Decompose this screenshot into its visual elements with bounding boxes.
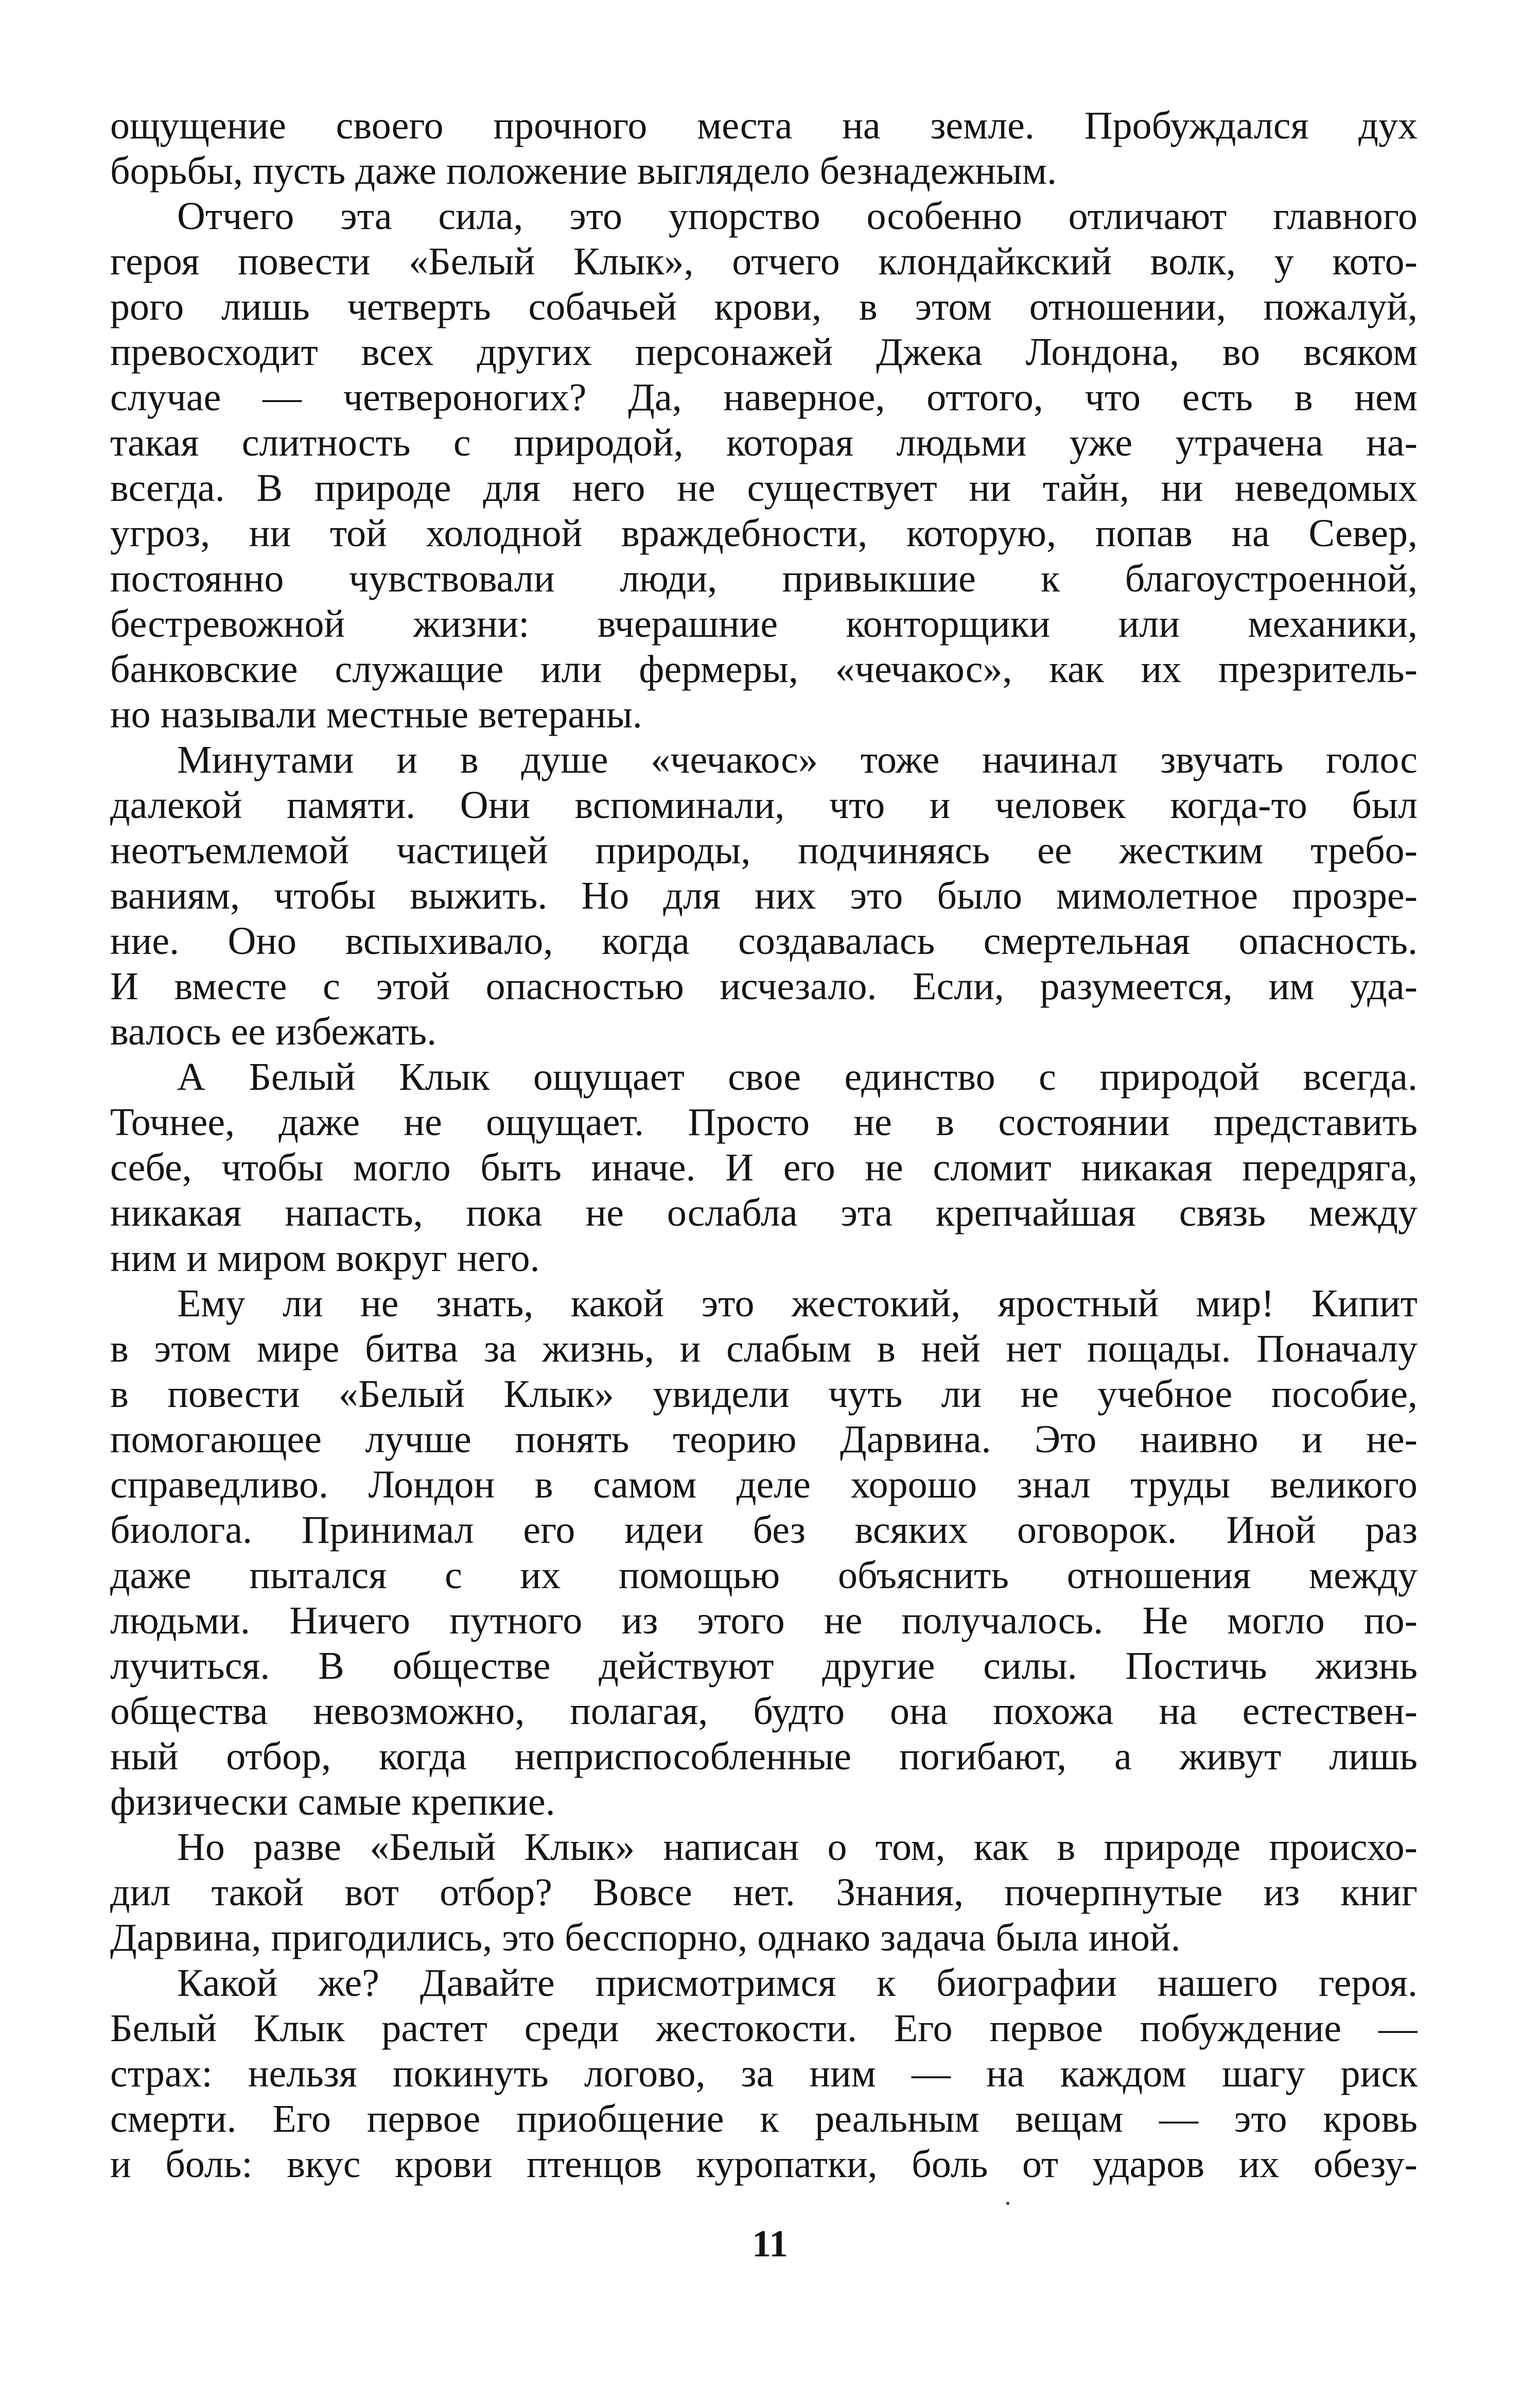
text-line: героя повести «Белый Клык», отчего клондайкский волк, у кото- xyxy=(110,240,1417,283)
text-line: и боль: вкус крови птенцов куропатки, боль от ударов их обезу- xyxy=(110,2143,1417,2186)
text-line: Дарвина, пригодились, это бесспорно, однако задача была иной. xyxy=(110,1916,1181,1959)
text-line: в этом мире битва за жизнь, и слабым в ней нет пощады. Поначалу xyxy=(110,1327,1417,1370)
text-line: ние. Оно вспыхивало, когда создавалась смертельная опасность. xyxy=(110,919,1417,963)
text-line: справедливо. Лондон в самом деле хорошо знал труды великого xyxy=(110,1463,1417,1506)
paragraph xyxy=(110,1960,1417,2187)
text-line: ваниям, чтобы выжить. Но для них это было мимолетное прозре- xyxy=(110,874,1417,917)
text-line: банковские служащие или фермеры, «чечакос», как их презритель- xyxy=(110,648,1417,691)
text-line: никакая напасть, пока не ослабла эта крепчайшая связь между xyxy=(110,1191,1417,1234)
text-line: биолога. Принимал его идеи без всяких оговорок. Иной раз xyxy=(110,1508,1417,1552)
text-line: Но разве «Белый Клык» написан о том, как в природе происхо- xyxy=(177,1825,1417,1869)
text-line: людьми. Ничего путного из этого не получалось. Не могло по- xyxy=(110,1599,1417,1642)
text-line: ним и миром вокруг него. xyxy=(110,1237,540,1280)
text-line: дил такой вот отбор? Вовсе нет. Знания, почерпнутые из книг xyxy=(110,1871,1417,1914)
text-line: себе, чтобы могло быть иначе. И его не сломит никакая передряга, xyxy=(110,1146,1417,1189)
text-line: угроз, ни той холодной враждебности, которую, попав на Север, xyxy=(110,512,1417,555)
text-line: бестревожной жизни: вчерашние конторщики или механики, xyxy=(110,602,1417,646)
paragraph xyxy=(110,737,1417,1054)
text-line: неотъемлемой частицей природы, подчиняясь ее жестким требо- xyxy=(110,829,1417,872)
text-line: борьбы, пусть даже положение выглядело безнадежным. xyxy=(110,149,1057,193)
text-line: Минутами и в душе «чечакос» тоже начинал звучать голос xyxy=(177,738,1417,781)
text-line: Точнее, даже не ощущает. Просто не в состоянии представить xyxy=(110,1101,1417,1144)
text-line: Ему ли не знать, какой это жестокий, яростный мир! Кипит xyxy=(177,1282,1417,1325)
text-line: Какой же? Давайте присмотримся к биографии нашего героя. xyxy=(177,1961,1417,2005)
text-line: рого лишь четверть собачьей крови, в этом отношении, пожалуй, xyxy=(110,285,1417,328)
text-line: ный отбор, когда неприспособленные погибают, а живут лишь xyxy=(110,1735,1417,1778)
text-line: постоянно чувствовали люди, привыкшие к благоустроенной, xyxy=(110,557,1417,600)
print-speck xyxy=(1006,2202,1009,2205)
text-line: далекой памяти. Они вспоминали, что и человек когда-то был xyxy=(110,784,1417,827)
text-line: смерти. Его первое приобщение к реальным вещам — это кровь xyxy=(110,2097,1417,2141)
paragraph xyxy=(110,1054,1417,1281)
paragraph xyxy=(110,1281,1417,1824)
text-line: даже пытался с их помощью объяснить отношения между xyxy=(110,1554,1417,1597)
text-line: но называли местные ветераны. xyxy=(110,693,642,736)
text-line: ощущение своего прочного места на земле. Пробуждался дух xyxy=(110,104,1417,147)
text-line: помогающее лучше понять теорию Дарвина. Это наивно и не- xyxy=(110,1418,1417,1461)
body-text xyxy=(110,103,1417,2187)
text-line: такая слитность с природой, которая людьми уже утрачена на- xyxy=(110,421,1417,464)
text-line: И вместе с этой опасностью исчезало. Если, разумеется, им уда- xyxy=(110,965,1417,1008)
paragraph xyxy=(110,194,1417,737)
paragraph xyxy=(110,1824,1417,1960)
text-line: в повести «Белый Клык» увидели чуть ли не учебное пособие, xyxy=(110,1372,1417,1416)
text-line: превосходит всех других персонажей Джека Лондона, во всяком xyxy=(110,331,1417,374)
text-line: физически самые крепкие. xyxy=(110,1780,555,1823)
text-line: Белый Клык растет среди жестокости. Его первое побуждение — xyxy=(110,2007,1417,2050)
text-line: лучиться. В обществе действуют другие силы. Постичь жизнь xyxy=(110,1644,1417,1688)
text-line: случае — четвероногих? Да, наверное, оттого, что есть в нем xyxy=(110,376,1417,419)
text-line: общества невозможно, полагая, будто она похожа на естествен- xyxy=(110,1690,1417,1733)
text-line: всегда. В природе для него не существует ни тайн, ни неведомых xyxy=(110,466,1417,510)
text-line: валось ее избежать. xyxy=(110,1010,437,1053)
page-number: 11 xyxy=(752,2223,788,2265)
text-line: А Белый Клык ощущает свое единство с природой всегда. xyxy=(177,1055,1417,1099)
paragraph xyxy=(110,103,1417,194)
text-line: Отчего эта сила, это упорство особенно отличают главного xyxy=(177,195,1417,238)
text-line: страх: нельзя покинуть логово, за ним — на каждом шагу риск xyxy=(110,2052,1417,2095)
